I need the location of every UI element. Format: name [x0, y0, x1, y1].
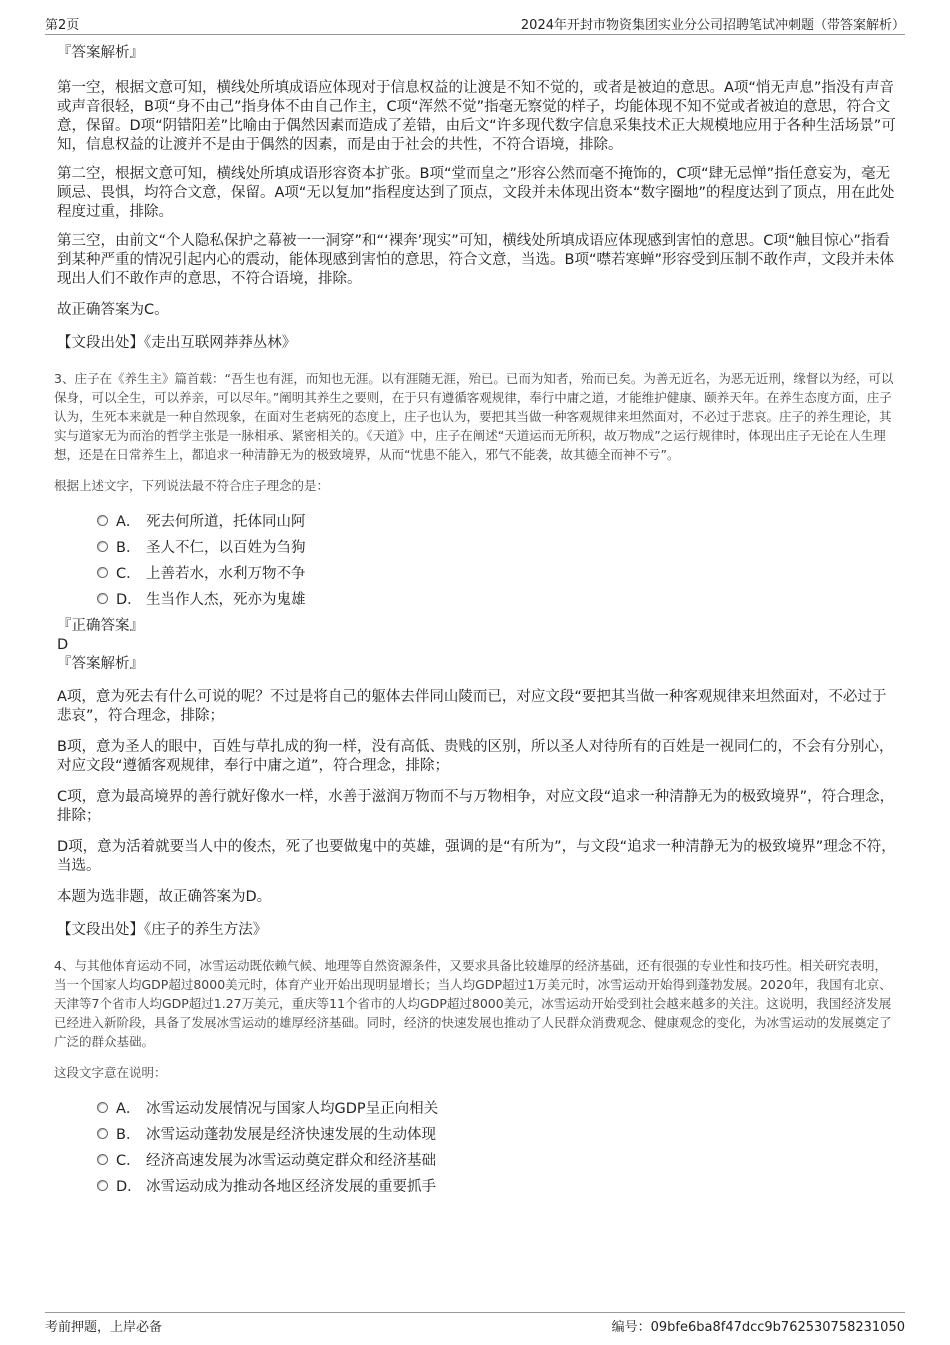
- question-prompt: 这段文字意在说明：: [54, 1065, 167, 1080]
- option-b[interactable]: B． 冰雪运动蓬勃发展是经济快速发展的生动体现: [97, 1120, 897, 1146]
- analysis-paragraph: 第二空，根据文意可知，横线处所填成语形容资本扩张。B项“堂而皇之”形容公然而毫不掩饰的，C项“肆无忌惮”指任意妄为，毫无顾忌、畏惧，均符合文意，保留。A项“无以复加”指程度达到了顶点，文段并未体现出资本“数字圈地”的程度达到了顶点，用在此处程度过重，排除。: [57, 166, 895, 220]
- page-number: 第2页: [45, 18, 80, 33]
- footer-slogan: 考前押题，上岸必备: [45, 1320, 163, 1335]
- radio-icon[interactable]: [97, 1180, 108, 1191]
- radio-icon[interactable]: [97, 593, 108, 604]
- analysis-label: 『答案解析』: [57, 656, 144, 672]
- option-c[interactable]: C． 经济高速发展为冰雪运动奠定群众和经济基础: [97, 1146, 897, 1172]
- radio-icon[interactable]: [97, 567, 108, 578]
- question-passage: 3、庄子在《养生主》篇首载：“吾生也有涯，而知也无涯。以有涯随无涯，殆已。已而为知者，殆而已矣。为善无近名，为恶无近刑，缘督以为经，可以保身，可以全生，可以养亲，可以尽年。”阐明其养生之要则，在于只有遵循客观规律，奉行中庸之道，才能维护健康、颐养天年。在养生态度方面，庄子认为，生死本来就是一种自然现象，在面对生老病死的态度上，庄子也认为，要把其当做一种客观规律来坦然面对，不必过于悲哀。庄子的养生理论，其实与道家无为而治的哲学主张是一脉相承、紧密相关的。《天道》中，庄子在阐述“天道运而无所积，故万物成”之运行规律时，体现出庄子无论在人生理想，还是在日常养生上，都追求一种清静无为的极致境界，从而“忧患不能入，邪气不能袭，故其德全而神不亏”。: [54, 371, 894, 462]
- option-a[interactable]: A． 冰雪运动发展情况与国家人均GDP呈正向相关: [97, 1094, 897, 1120]
- radio-icon[interactable]: [97, 1154, 108, 1165]
- radio-icon[interactable]: [97, 1128, 108, 1139]
- correct-answer-label: 『正确答案』: [57, 618, 144, 634]
- document-title: 2024年开封市物资集团实业分公司招聘笔试冲刺题（带答案解析）: [520, 18, 905, 33]
- document-id: 编号：09bfe6ba8f47dcc9b762530758231050: [611, 1320, 905, 1335]
- question-passage: 4、与其他体育运动不同，冰雪运动既依赖气候、地理等自然资源条件，又要求具备比较雄厚的经济基础，还有很强的专业性和技巧性。相关研究表明，当一个国家人均GDP超过8000美元时，体育产业开始出现明显增长；当人均GDP超过1万美元时，冰雪运动开始得到蓬勃发展。2020年，我国有北京、天津等7个省市人均GDP超过1.27万美元，重庆等11个省市的人均GDP超过8000美元，冰雪运动开始受到社会越来越多的关注。这说明，我国经济发展已经进入新阶段，具备了发展冰雪运动的雄厚经济基础。同时，经济的快速发展也推动了人民群众消费观念、健康观念的变化，为冰雪运动的发展奠定了广泛的群众基础。: [54, 958, 892, 1049]
- page-header: [45, 12, 905, 35]
- option-c[interactable]: C． 上善若水，水利万物不争: [97, 559, 897, 585]
- option-d[interactable]: D． 生当作人杰，死亦为鬼雄: [97, 585, 897, 611]
- analysis-paragraph: B项，意为圣人的眼中，百姓与草扎成的狗一样，没有高低、贵贱的区别，所以圣人对待所有的百姓是一视同仁的，不会有分别心，对应文段“遵循客观规律，奉行中庸之道”，符合理念，排除；: [57, 739, 894, 774]
- options-list: [97, 507, 897, 611]
- correct-answer: D: [57, 637, 69, 653]
- options-list: [97, 1094, 897, 1198]
- question-prompt: 根据上述文字，下列说法最不符合庄子理念的是：: [54, 478, 330, 493]
- option-d[interactable]: D． 冰雪运动成为推动各地区经济发展的重要抓手: [97, 1172, 897, 1198]
- answer-conclusion: 本题为选非题，故正确答案为D。: [57, 889, 272, 905]
- source-citation: 【文段出处】《走出互联网莽莽丛林》: [57, 335, 297, 351]
- option-b[interactable]: B． 圣人不仁，以百姓为刍狗: [97, 533, 897, 559]
- analysis-label: 『答案解析』: [57, 45, 144, 61]
- analysis-paragraph: 第三空，由前文“个人隐私保护之幕被一一洞穿”和“‘裸奔’现实”可知，横线处所填成语应体现感到害怕的意思。C项“触目惊心”指看到某种严重的情况引起内心的震动，能体现感到害怕的意思，符合文意，当选。B项“噤若寒蝉”形容受到压制不敢作声，文段并未体现出人们不敢作声的意思，不符合语境，排除。: [57, 233, 894, 287]
- source-citation: 【文段出处】《庄子的养生方法》: [57, 922, 268, 938]
- analysis-paragraph: D项，意为活着就要当人中的俊杰，死了也要做鬼中的英雄，强调的是“有所为”，与文段“追求一种清静无为的极致境界”理念不符，当选。: [57, 839, 896, 874]
- analysis-paragraph: A项，意为死去有什么可说的呢？不过是将自己的躯体去伴同山陵而已，对应文段“要把其当做一种客观规律来坦然面对，不必过于悲哀”，符合理念，排除；: [57, 689, 887, 724]
- page-footer: [45, 1312, 905, 1337]
- answer-conclusion: 故正确答案为C。: [57, 302, 169, 318]
- radio-icon[interactable]: [97, 541, 108, 552]
- option-a[interactable]: A． 死去何所道，托体同山阿: [97, 507, 897, 533]
- radio-icon[interactable]: [97, 1102, 108, 1113]
- analysis-paragraph: C项，意为最高境界的善行就好像水一样，水善于滋润万物而不与万物相争，对应文段“追求一种清静无为的极致境界”，符合理念，排除；: [57, 789, 895, 824]
- analysis-paragraph: 第一空，根据文意可知，横线处所填成语应体现对于信息权益的让渡是不知不觉的，或者是被迫的意思。A项“悄无声息”指没有声音或声音很轻，B项“身不由己”指身体不由自己作主，C项“浑然不觉”指毫无察觉的样子，均能体现不知不觉或者被迫的意思，符合文意，保留。D项“阴错阳差”比喻由于偶然因素而造成了差错，由后文“许多现代数字信息采集技术正大规模地应用于各种生活场景”可知，信息权益的让渡并不是由于偶然的因素，而是由于社会的共性，不符合语境，排除。: [57, 80, 896, 153]
- document-content: [54, 44, 897, 1198]
- radio-icon[interactable]: [97, 515, 108, 526]
